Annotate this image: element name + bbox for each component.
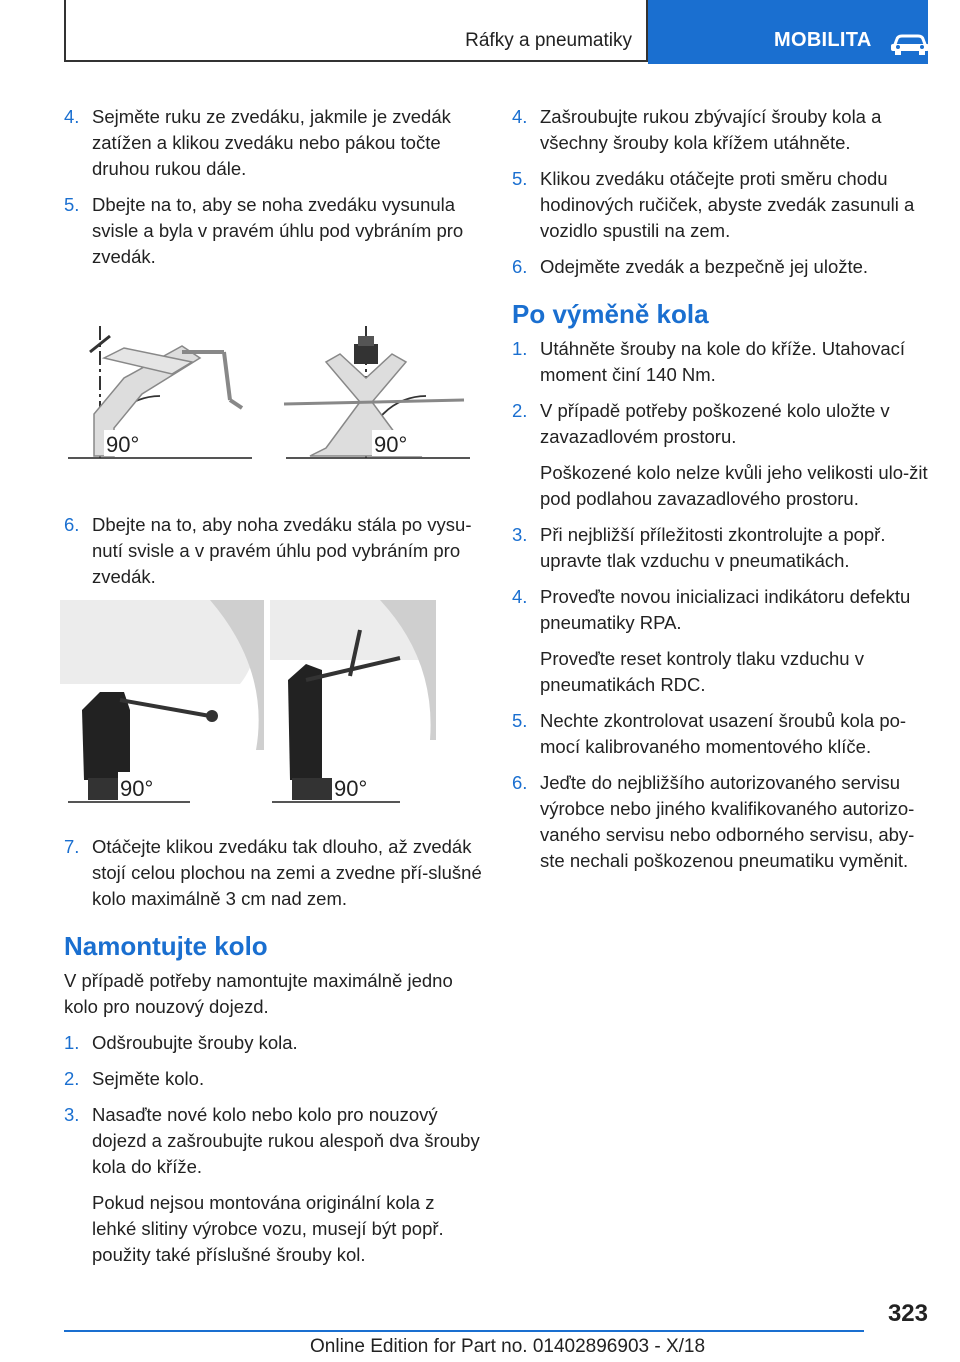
step-number: 5. [512, 710, 528, 731]
step-text: Utáhněte šrouby na kole do kříže. Utahovací moment činí 140 Nm. [540, 338, 906, 385]
step-text: Nechte zkontrolovat usazení šroubů kola po‐mocí kalibrovaného momentového klíče. [540, 710, 907, 757]
photo-left [60, 600, 264, 808]
left-column-top [64, 104, 482, 280]
header-frame [64, 0, 648, 62]
list-item [64, 1030, 482, 1056]
list-item [64, 1102, 482, 1180]
list-item [512, 254, 928, 280]
step-text: Sejměte kolo. [92, 1068, 205, 1089]
angle-label: 90° [120, 776, 154, 801]
section-tab-label: MOBILITA [774, 29, 872, 51]
section-tab[interactable] [648, 0, 928, 64]
list-item [512, 522, 928, 574]
step-text: Klikou zvedáku otáčejte proti směru chodu hodinových ručiček, abyste zvedák zasunuli a vozidlo spustili na zem. [540, 168, 915, 241]
step-number: 5. [64, 194, 80, 215]
list-item [64, 834, 482, 912]
section-heading: Po výměně kola [512, 299, 709, 329]
step-number: 6. [512, 772, 528, 793]
list-item [512, 166, 928, 244]
step-note: Proveďte reset kontroly tlaku vzduchu v pneumatikách RDC. [540, 648, 864, 695]
step-text: Dbejte na to, aby se noha zvedáku vysunula svisle a byla v pravém úhlu pod vybráním pro zvedák. [92, 194, 464, 267]
photo-right [270, 600, 436, 808]
list-item [512, 104, 928, 156]
list-item [512, 336, 928, 388]
step-text: Nasaďte nové kolo nebo kolo pro nouzový dojezd a zašroubujte rukou alespoň dva šrouby kola do kříže. [92, 1104, 480, 1177]
list-item [512, 770, 928, 874]
step-note: Pokud nejsou montována originální kola z lehké slitiny výrobce vozu, musejí být popř. použity také příslušné šrouby kol. [92, 1192, 444, 1265]
angle-label: 90° [334, 776, 368, 801]
section-title: Ráfky a pneumatiky [465, 30, 632, 51]
car-icon [888, 31, 932, 55]
step-text: Odejměte zvedák a bezpečně jej uložte. [540, 256, 869, 277]
footer-divider [64, 1330, 864, 1332]
left-column-step6 [64, 512, 482, 600]
step-number: 4. [512, 586, 528, 607]
step-text: Zašroubujte rukou zbývající šrouby kola a všechny šrouby kola křížem utáhněte. [540, 106, 882, 153]
step-text: Proveďte novou inicializaci indikátoru defektu pneumatiky RPA. [540, 586, 911, 633]
step-number: 3. [512, 524, 528, 545]
jack-side-view [68, 326, 252, 458]
step-number: 4. [64, 106, 80, 127]
list-item [64, 1066, 482, 1092]
step-number: 7. [64, 836, 80, 857]
step-note: Poškozené kolo nelze kvůli jeho velikosti ulo‐žit pod podlahou zavazadlového prostoru. [540, 462, 928, 509]
step-number: 2. [64, 1068, 80, 1089]
jack-angle-figure-2 [60, 600, 436, 808]
right-column [512, 104, 928, 884]
footer-edition: Online Edition for Part no. 01402896903 - X/18 [310, 1336, 706, 1357]
list-item [512, 398, 928, 450]
step-number: 1. [64, 1032, 80, 1053]
list-item [64, 512, 482, 590]
list-item [512, 584, 928, 636]
angle-label: 90° [374, 432, 408, 457]
step-text: Sejměte ruku ze zvedáku, jakmile je zvedák zatížen a klikou zvedáku nebo pákou točte druhou rukou dále. [92, 106, 451, 179]
step-number: 6. [64, 514, 80, 535]
section-heading: Namontujte kolo [64, 931, 268, 961]
step-number: 1. [512, 338, 528, 359]
step-number: 4. [512, 106, 528, 127]
step-number: 6. [512, 256, 528, 277]
list-item [64, 192, 482, 270]
page-number: 323 [887, 1300, 928, 1327]
left-column-bottom [64, 834, 482, 1278]
step-text: Jeďte do nejbližšího autorizovaného servisu výrobce nebo jiného kvalifikovaného autorizo‐vaného servisu nebo odborného servisu, aby‐ste nechali poškozenou pneumatiku vyměnit. [540, 772, 915, 871]
step-text: Otáčejte klikou zvedáku tak dlouho, až zvedák stojí celou plochou na zemi a zvedne pří‐slušné kolo maximálně 3 cm nad zem. [92, 836, 482, 909]
step-text: Při nejbližší příležitosti zkontrolujte a popř. upravte tlak vzduchu v pneumatikách. [540, 524, 886, 571]
list-item [512, 708, 928, 760]
step-text: Odšroubujte šrouby kola. [92, 1032, 298, 1053]
step-number: 2. [512, 400, 528, 421]
list-item [64, 104, 482, 182]
step-text: V případě potřeby poškozené kolo uložte v zavazadlovém prostoru. [540, 400, 890, 447]
angle-label: 90° [106, 432, 140, 457]
page-header [64, 0, 928, 64]
step-number: 3. [64, 1104, 80, 1125]
jack-front-view [284, 326, 470, 458]
jack-angle-figure-1 [64, 318, 478, 468]
intro-paragraph: V případě potřeby namontujte maximálně jedno kolo pro nouzový dojezd. [64, 970, 453, 1017]
step-number: 5. [512, 168, 528, 189]
step-text: Dbejte na to, aby noha zvedáku stála po vysu‐nutí svisle a v pravém úhlu pod vybráním pro zvedák. [92, 514, 472, 587]
